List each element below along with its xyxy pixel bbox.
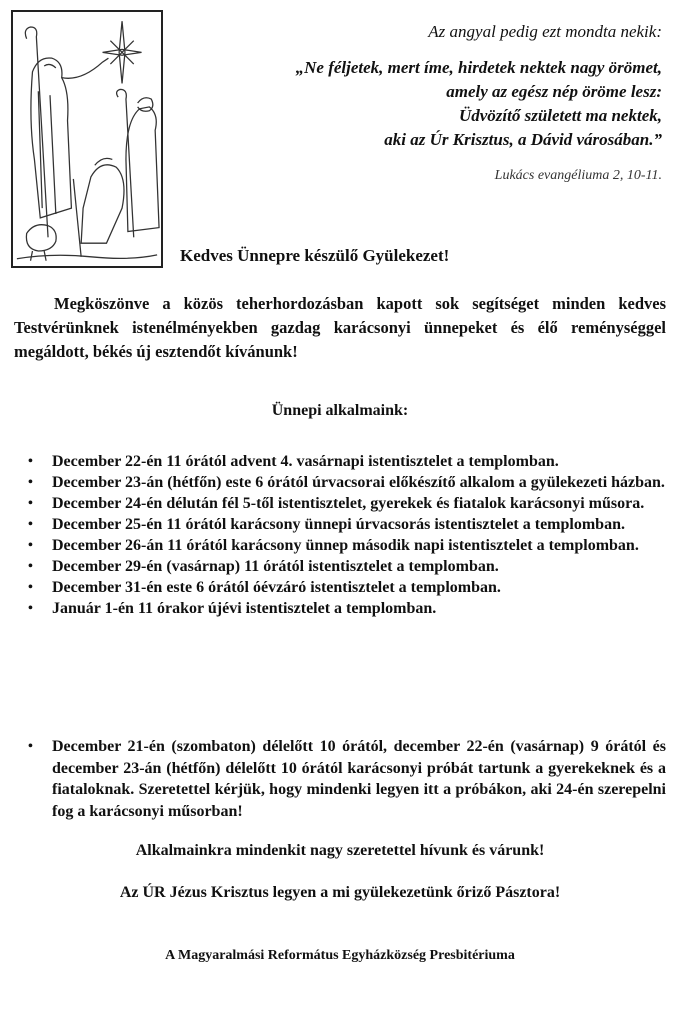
event-item xyxy=(18,598,666,619)
quote-line: Üdvözítő született ma nektek, xyxy=(458,106,662,125)
event-item xyxy=(18,514,666,535)
closing-blessing: Az ÚR Jézus Krisztus legyen a mi gyülekezetünk őriző Pásztora! xyxy=(119,884,561,901)
nativity-drawing xyxy=(13,12,161,266)
bullet-icon: • xyxy=(28,601,33,616)
event-text: December 31-én este 6 órától óévzáró istentisztelet a templomban. xyxy=(52,579,501,596)
event-text: December 29-én (vasárnap) 11 órától istentisztelet a templomban. xyxy=(52,558,499,575)
event-text: Január 1-én 11 órakor újévi istentisztelet a templomban. xyxy=(52,600,437,617)
event-item xyxy=(18,493,666,514)
bullet-icon: • xyxy=(28,454,33,469)
bullet-icon: • xyxy=(28,580,33,595)
rehearsal-item xyxy=(18,736,666,822)
event-text: December 22-én 11 órától advent 4. vasárnapi istentisztelet a templomban. xyxy=(52,453,559,470)
greeting-heading: Kedves Ünnepre készülő Gyülekezet! xyxy=(180,246,450,265)
rehearsal-text: December 21-én (szombaton) délelőtt 10 órától, december 22-én (vasárnap) 9 órától és december 23-án (hétfőn) délelőtt 10 órától karácsonyi próbát tartunk a gyerekeknek és a fiataloknak. Szeretettel kérjük, hogy mindenki legyen itt a próbákon, aki 24-én szerepelni fog a karácsonyi műsorban! xyxy=(52,738,666,820)
bullet-icon: • xyxy=(28,559,33,574)
event-text: December 26-án 11 órától karácsony ünnep második napi istentisztelet a templomban. xyxy=(52,537,639,554)
bible-quote xyxy=(202,22,662,184)
quote-line: „Ne féljetek, mert íme, hirdetek nektek nagy örömet, xyxy=(295,58,662,77)
closing-invitation: Alkalmainkra mindenkit nagy szeretettel hívunk és várunk! xyxy=(135,842,545,859)
events-title: Ünnepi alkalmaink: xyxy=(271,402,409,419)
bullet-icon: • xyxy=(28,475,33,490)
event-item xyxy=(18,535,666,556)
rehearsal-list xyxy=(18,736,666,822)
event-item xyxy=(18,472,666,493)
event-text: December 24-én délután fél 5-től istentisztelet, gyerekek és fiatalok karácsonyi műsora. xyxy=(52,495,645,512)
event-text: December 25-én 11 órától karácsony ünnepi úrvacsorás istentisztelet a templomban. xyxy=(52,516,625,533)
event-item xyxy=(18,556,666,577)
bullet-icon: • xyxy=(28,496,33,511)
quote-reference: Lukács evangéliuma 2, 10-11. xyxy=(494,168,662,183)
signature: A Magyaralmási Református Egyházközség Presbitériuma xyxy=(165,948,515,963)
event-text: December 23-án (hétfőn) este 6 órától úrvacsorai előkészítő alkalom a gyülekezeti házban. xyxy=(52,474,665,491)
bullet-icon: • xyxy=(28,739,33,754)
event-item xyxy=(18,451,666,472)
quote-line: aki az Úr Krisztus, a Dávid városában.” xyxy=(384,130,662,149)
quote-line: amely az egész nép öröme lesz: xyxy=(446,82,662,101)
shepherds-star-illustration xyxy=(11,10,163,268)
event-item xyxy=(18,577,666,598)
quote-intro: Az angyal pedig ezt mondta nekik: xyxy=(428,22,662,41)
intro-paragraph: Megköszönve a közös teherhordozásban kapott sok segítséget minden kedves Testvérünknek istenélményekben gazdag karácsonyi ünnepeket és élő reménységgel megáldott, békés új esztendőt kívánunk! xyxy=(14,294,666,361)
bullet-icon: • xyxy=(28,517,33,532)
bullet-icon: • xyxy=(28,538,33,553)
events-list xyxy=(18,451,666,619)
